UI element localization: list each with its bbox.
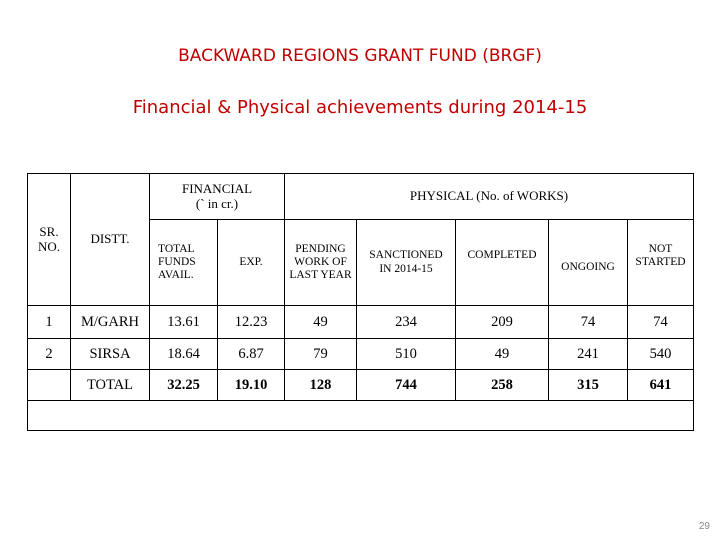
row2-not-started: 540 — [649, 345, 672, 362]
row2-completed: 49 — [494, 345, 510, 362]
total-not-started: 641 — [649, 376, 672, 393]
header-financial-unit: (` in cr.) — [195, 195, 239, 211]
row2-sanctioned: 510 — [395, 345, 417, 362]
header-sanctioned: SANCTIONED IN 2014-15 — [369, 249, 443, 275]
row1-sanctioned: 234 — [395, 313, 417, 330]
row1-ongoing: 74 — [580, 313, 596, 330]
row2-sr: 2 — [45, 345, 53, 362]
total-ongoing: 315 — [577, 376, 599, 393]
slide-subtitle: Financial & Physical achievements during 2014-15 — [132, 97, 588, 118]
row1-pending: 49 — [313, 313, 328, 330]
header-total-funds: TOTAL FUNDS AVAIL. — [158, 242, 196, 282]
row1-not-started: 74 — [653, 313, 668, 330]
total-sanctioned: 744 — [395, 376, 417, 393]
row1-exp: 12.23 — [234, 313, 268, 330]
header-completed: COMPLETED — [467, 249, 537, 262]
slide-title: BACKWARD REGIONS GRANT FUND (BRGF) — [178, 46, 542, 66]
header-financial-group — [150, 174, 284, 219]
total-exp: 19.10 — [234, 376, 268, 393]
header-pending: PENDING WORK OF LAST YEAR — [289, 242, 352, 282]
row2-distt: SIRSA — [89, 345, 131, 362]
row2-funds: 18.64 — [167, 345, 200, 362]
total-label: TOTAL — [86, 376, 134, 393]
page-number: 29 — [698, 521, 710, 532]
header-not-started: NOT STARTED — [635, 242, 686, 268]
total-completed: 258 — [491, 376, 513, 393]
header-physical: PHYSICAL (No. of WORKS) — [409, 188, 569, 204]
header-sr-no: SR. NO. — [37, 223, 61, 254]
row1-sr: 1 — [45, 313, 53, 330]
total-funds: 32.25 — [167, 376, 200, 393]
row2-pending: 79 — [313, 345, 328, 362]
header-ongoing: ONGOING — [561, 260, 615, 273]
row2-exp: 6.87 — [238, 345, 264, 362]
row1-distt: M/GARH — [80, 313, 139, 330]
header-financial: FINANCIAL — [181, 180, 253, 196]
header-distt: DISTT. — [90, 231, 130, 247]
row2-ongoing: 241 — [577, 345, 599, 362]
header-exp: EXP. — [239, 255, 263, 268]
total-pending: 128 — [309, 376, 332, 393]
row1-funds: 13.61 — [167, 313, 200, 330]
row1-completed: 209 — [491, 313, 513, 330]
